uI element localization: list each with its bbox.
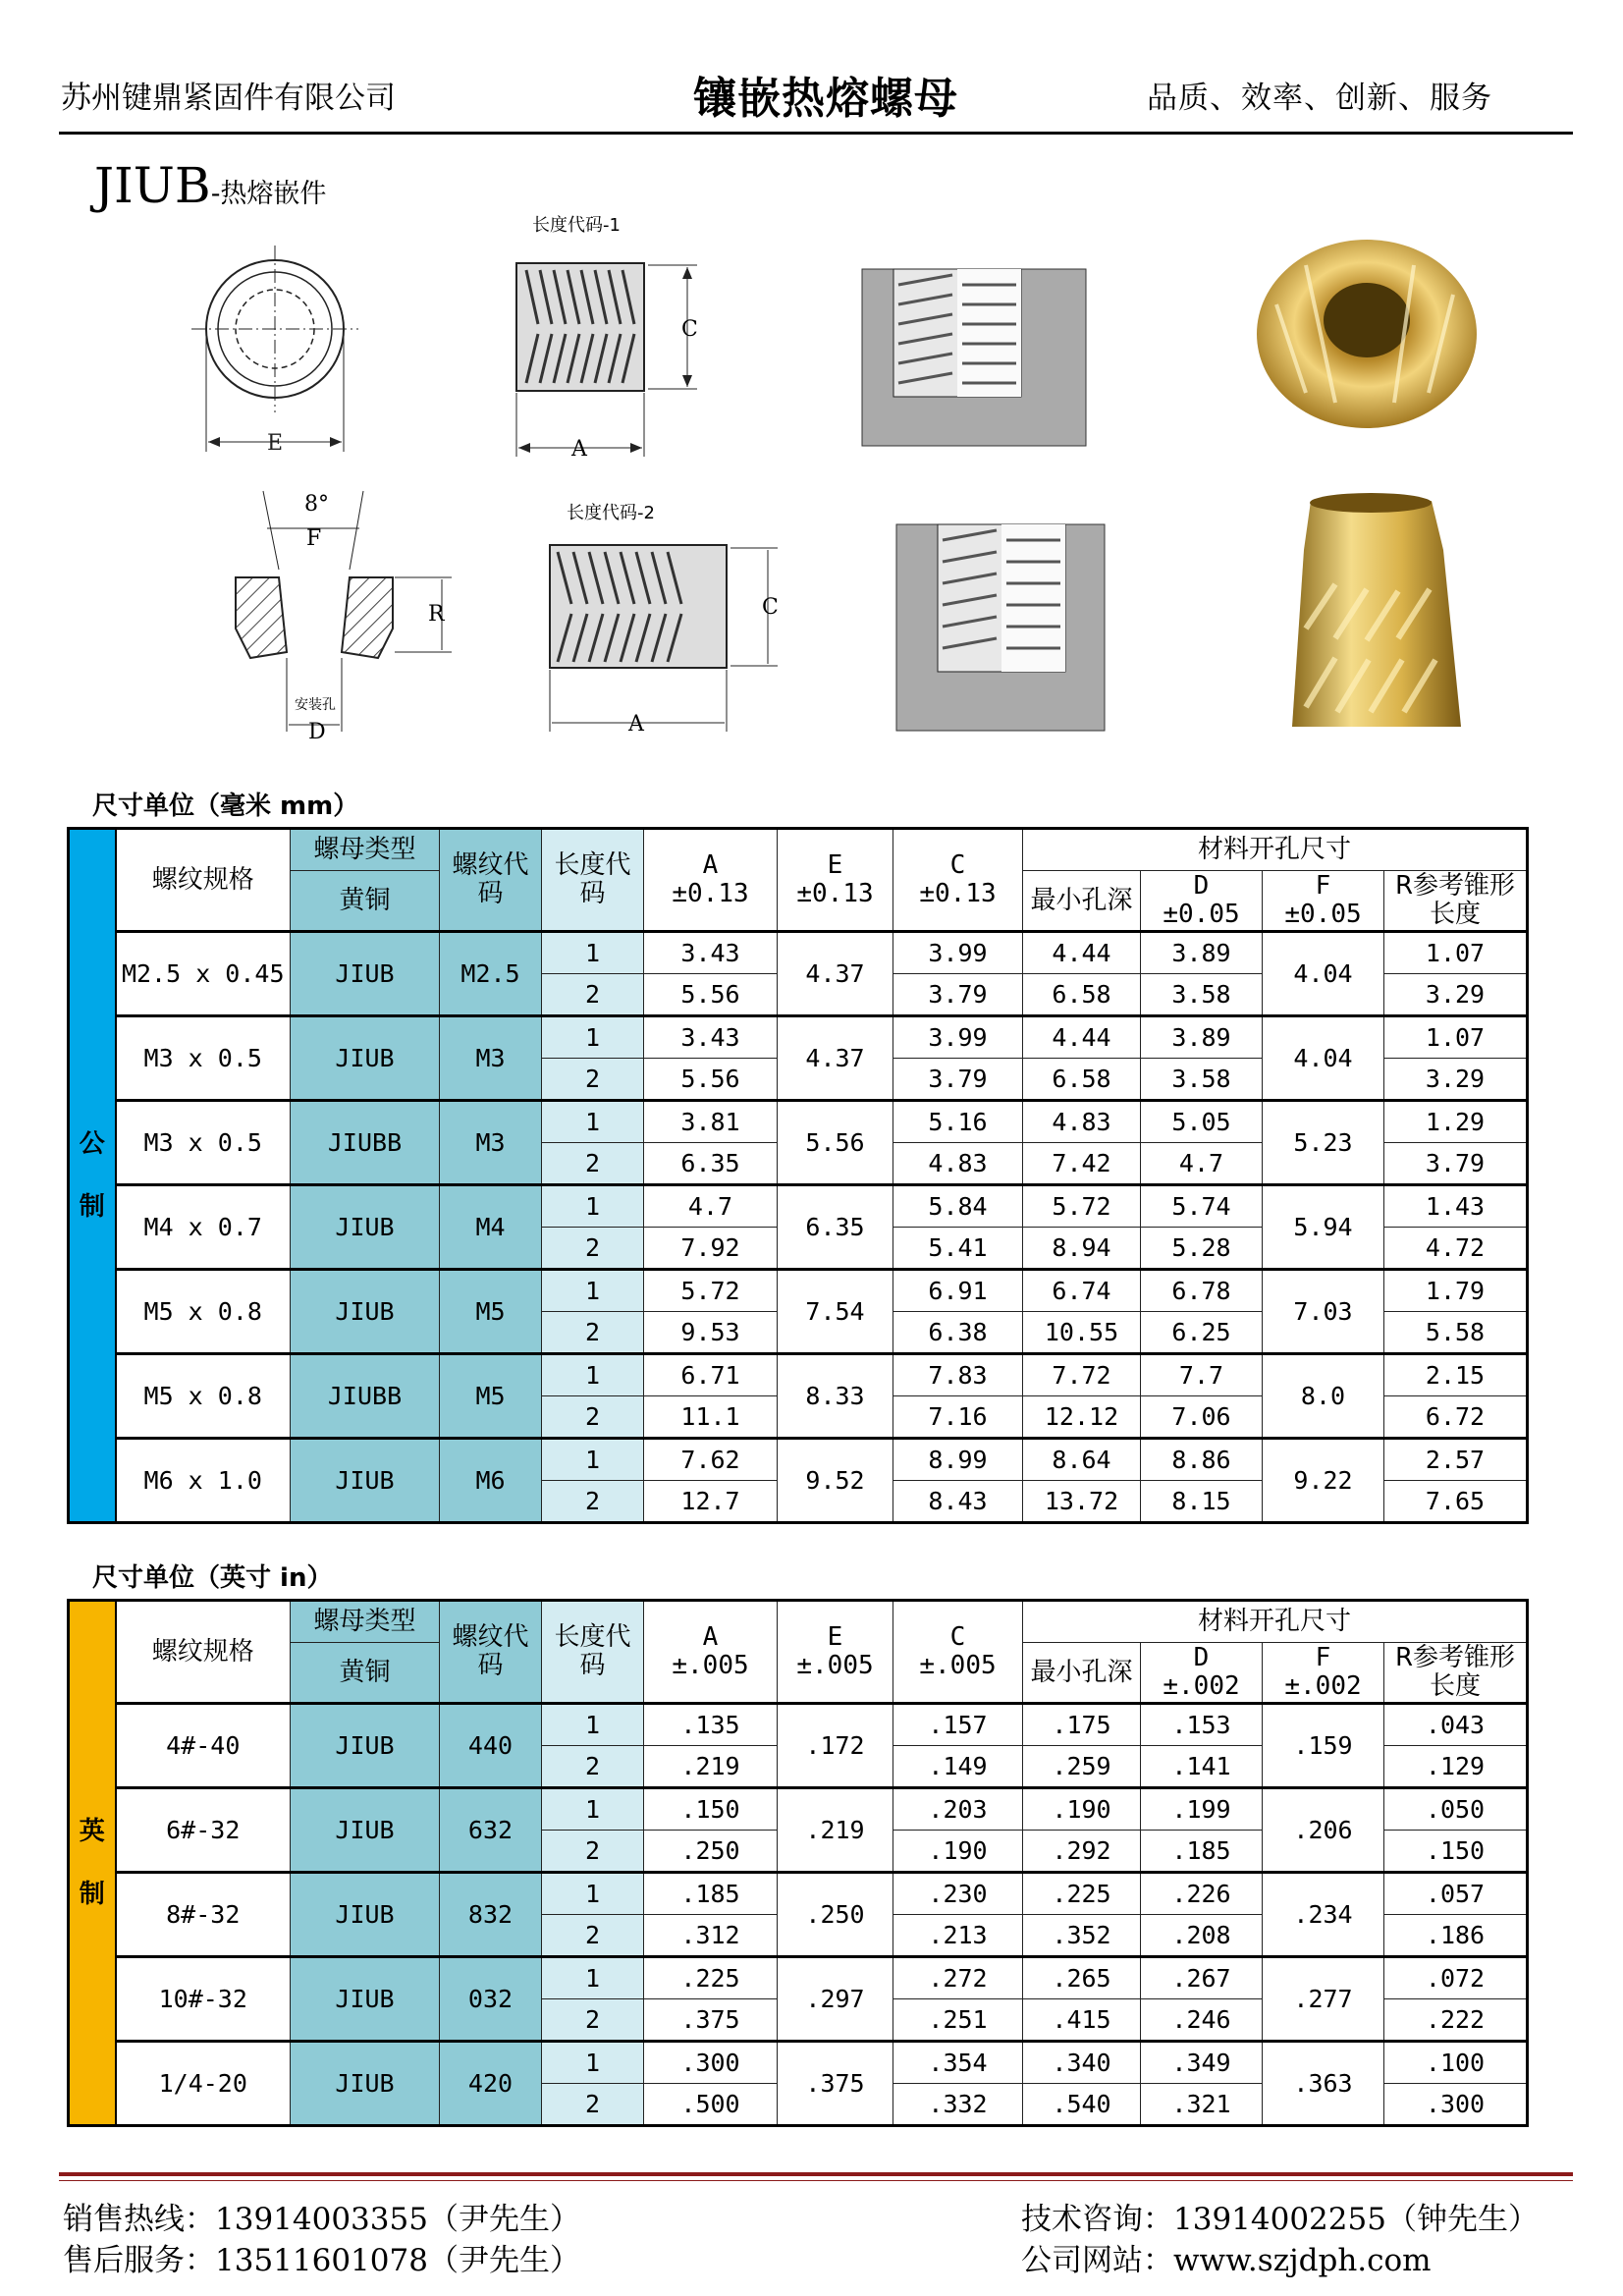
dim-c-label-1: C xyxy=(681,317,698,342)
thread-code-cell: 032 xyxy=(440,1957,542,2042)
depth-cell: 5.72 xyxy=(1023,1185,1141,1228)
len-code-cell: 1 xyxy=(542,1957,644,1999)
metric-spec-table xyxy=(67,827,1529,1524)
dim-r-label: R xyxy=(428,602,445,627)
d-cell: .349 xyxy=(1141,2042,1263,2084)
d-cell: 5.28 xyxy=(1141,1228,1263,1270)
depth-cell: 7.42 xyxy=(1023,1143,1141,1185)
d-cell: 3.89 xyxy=(1141,932,1263,974)
a-cell: .225 xyxy=(644,1957,778,1999)
f-cell: .234 xyxy=(1263,1873,1384,1957)
e-cell: 8.33 xyxy=(778,1354,893,1439)
len-code-cell: 2 xyxy=(542,1312,644,1354)
len-code-cell: 1 xyxy=(542,1788,644,1831)
thread-spec-cell: M6 x 1.0 xyxy=(116,1439,291,1523)
c-cell: 7.83 xyxy=(893,1354,1023,1396)
nut-type-cell: JIUBB xyxy=(291,1101,440,1185)
thread-code-cell: M3 xyxy=(440,1101,542,1185)
col-spec: 螺纹规格 xyxy=(116,1601,291,1704)
imperial-side-label: 英 制 xyxy=(69,1601,116,2126)
len-code-cell: 1 xyxy=(542,2042,644,2084)
c-cell: .354 xyxy=(893,2042,1023,2084)
nut-type-cell: JIUB xyxy=(291,1957,440,2042)
a-cell: 4.7 xyxy=(644,1185,778,1228)
d-cell: 5.05 xyxy=(1141,1101,1263,1143)
c-cell: 6.38 xyxy=(893,1312,1023,1354)
d-cell: .267 xyxy=(1141,1957,1263,1999)
d-cell: .226 xyxy=(1141,1873,1263,1915)
r-cell: 1.07 xyxy=(1384,1016,1528,1059)
table-row xyxy=(69,1016,1528,1059)
depth-cell: .175 xyxy=(1023,1704,1141,1746)
c-cell: 3.99 xyxy=(893,1016,1023,1059)
e-cell: .172 xyxy=(778,1704,893,1788)
len-code-cell: 2 xyxy=(542,1396,644,1439)
c-cell: .149 xyxy=(893,1746,1023,1788)
thread-code-cell: M3 xyxy=(440,1016,542,1101)
nut-type-cell: JIUBB xyxy=(291,1354,440,1439)
diagrams xyxy=(0,196,1623,766)
len-code-cell: 2 xyxy=(542,1915,644,1957)
thread-code-cell: M5 xyxy=(440,1354,542,1439)
c-cell: .230 xyxy=(893,1873,1023,1915)
imperial-spec-table xyxy=(67,1599,1529,2127)
r-cell: 1.43 xyxy=(1384,1185,1528,1228)
footer-divider xyxy=(59,2172,1573,2176)
footer-divider-thin xyxy=(59,2180,1573,2181)
a-cell: 7.62 xyxy=(644,1439,778,1481)
dim-a-label-1: A xyxy=(571,437,587,462)
thread-spec-cell: M2.5 x 0.45 xyxy=(116,932,291,1016)
r-cell: 3.29 xyxy=(1384,974,1528,1016)
dim-f-label: F xyxy=(306,526,322,551)
f-cell: 8.0 xyxy=(1263,1354,1384,1439)
d-cell: 3.58 xyxy=(1141,974,1263,1016)
d-cell: .153 xyxy=(1141,1704,1263,1746)
e-cell: 9.52 xyxy=(778,1439,893,1523)
len-code-cell: 1 xyxy=(542,1439,644,1481)
col-hole: 材料开孔尺寸 xyxy=(1023,829,1528,871)
r-cell: 3.29 xyxy=(1384,1059,1528,1101)
page-title: 镶嵌热熔螺母 xyxy=(693,74,958,124)
f-cell: .363 xyxy=(1263,2042,1384,2126)
c-cell: 7.16 xyxy=(893,1396,1023,1439)
r-cell: 4.72 xyxy=(1384,1228,1528,1270)
col-r-ref: R参考锥形长度 xyxy=(1384,1643,1528,1704)
len-code-cell: 2 xyxy=(542,1999,644,2042)
col-thread-code: 螺纹代码 xyxy=(440,829,542,932)
after-sales: 售后服务：13511601078（尹先生） xyxy=(63,2243,580,2278)
r-cell: 1.29 xyxy=(1384,1101,1528,1143)
depth-cell: 8.64 xyxy=(1023,1439,1141,1481)
a-cell: 3.43 xyxy=(644,932,778,974)
col-min-depth: 最小孔深 xyxy=(1023,1643,1141,1704)
a-cell: 7.92 xyxy=(644,1228,778,1270)
r-cell: 2.15 xyxy=(1384,1354,1528,1396)
r-cell: .129 xyxy=(1384,1746,1528,1788)
len-code-cell: 1 xyxy=(542,1270,644,1312)
r-cell: 6.72 xyxy=(1384,1396,1528,1439)
f-cell: 4.04 xyxy=(1263,932,1384,1016)
a-cell: .135 xyxy=(644,1704,778,1746)
c-cell: 3.79 xyxy=(893,1059,1023,1101)
thread-spec-cell: 1/4-20 xyxy=(116,2042,291,2126)
table-row xyxy=(69,1354,1528,1396)
len-code-cell: 2 xyxy=(542,1746,644,1788)
a-cell: 11.1 xyxy=(644,1396,778,1439)
c-cell: 5.41 xyxy=(893,1228,1023,1270)
table-row xyxy=(69,1101,1528,1143)
install-hole-drawing xyxy=(236,491,452,744)
col-spec: 螺纹规格 xyxy=(116,829,291,932)
c-cell: 3.79 xyxy=(893,974,1023,1016)
a-cell: .250 xyxy=(644,1831,778,1873)
table-row xyxy=(69,1185,1528,1228)
d-cell: .321 xyxy=(1141,2084,1263,2126)
col-brass: 黄铜 xyxy=(291,1643,440,1704)
thread-spec-cell: M3 x 0.5 xyxy=(116,1016,291,1101)
col-len-code: 长度代码 xyxy=(542,1601,644,1704)
depth-cell: .415 xyxy=(1023,1999,1141,2042)
depth-cell: 8.94 xyxy=(1023,1228,1141,1270)
depth-cell: .225 xyxy=(1023,1873,1141,1915)
col-f: F ±.002 xyxy=(1263,1643,1384,1704)
f-cell: .206 xyxy=(1263,1788,1384,1873)
f-cell: .277 xyxy=(1263,1957,1384,2042)
depth-cell: .540 xyxy=(1023,2084,1141,2126)
thread-code-cell: 632 xyxy=(440,1788,542,1873)
nut-type-cell: JIUB xyxy=(291,1439,440,1523)
col-a: A ±.005 xyxy=(644,1601,778,1704)
e-cell: .297 xyxy=(778,1957,893,2042)
depth-cell: 6.58 xyxy=(1023,1059,1141,1101)
d-cell: .141 xyxy=(1141,1746,1263,1788)
top-view-drawing xyxy=(191,246,358,456)
e-cell: 5.56 xyxy=(778,1101,893,1185)
company-website: 公司网站：www.szjdph.com xyxy=(1021,2243,1432,2278)
depth-cell: 13.72 xyxy=(1023,1481,1141,1523)
len-code-cell: 1 xyxy=(542,1354,644,1396)
f-cell: .159 xyxy=(1263,1704,1384,1788)
d-cell: .199 xyxy=(1141,1788,1263,1831)
len-code-cell: 2 xyxy=(542,1143,644,1185)
nut-type-cell: JIUB xyxy=(291,1704,440,1788)
len-code-cell: 1 xyxy=(542,1185,644,1228)
nut-type-cell: JIUB xyxy=(291,2042,440,2126)
r-cell: 3.79 xyxy=(1384,1143,1528,1185)
dim-d-label: D xyxy=(308,720,326,744)
depth-cell: .292 xyxy=(1023,1831,1141,1873)
a-cell: .219 xyxy=(644,1746,778,1788)
e-cell: .375 xyxy=(778,2042,893,2126)
length-code-2-drawing xyxy=(550,503,779,737)
thread-code-cell: M4 xyxy=(440,1185,542,1270)
nut-type-cell: JIUB xyxy=(291,932,440,1016)
depth-cell: 4.44 xyxy=(1023,932,1141,974)
len-code-cell: 2 xyxy=(542,1059,644,1101)
r-cell: 5.58 xyxy=(1384,1312,1528,1354)
nut-type-cell: JIUB xyxy=(291,1788,440,1873)
nut-type-cell: JIUB xyxy=(291,1270,440,1354)
table-row xyxy=(69,1788,1528,1831)
col-len-code: 长度代码 xyxy=(542,829,644,932)
e-cell: .219 xyxy=(778,1788,893,1873)
product-model: JIUB xyxy=(94,157,211,214)
len-code-cell: 1 xyxy=(542,1101,644,1143)
d-cell: 8.15 xyxy=(1141,1481,1263,1523)
a-cell: 6.35 xyxy=(644,1143,778,1185)
table-row xyxy=(69,1270,1528,1312)
f-cell: 5.94 xyxy=(1263,1185,1384,1270)
a-cell: 9.53 xyxy=(644,1312,778,1354)
len-code-1-label: 长度代码-1 xyxy=(532,215,621,236)
f-cell: 7.03 xyxy=(1263,1270,1384,1354)
e-cell: 7.54 xyxy=(778,1270,893,1354)
sales-hotline: 销售热线：13914003355（尹先生） xyxy=(63,2202,580,2237)
f-cell: 5.23 xyxy=(1263,1101,1384,1185)
depth-cell: .265 xyxy=(1023,1957,1141,1999)
table-row xyxy=(69,1957,1528,1999)
c-cell: .213 xyxy=(893,1915,1023,1957)
product-name: -热熔嵌件 xyxy=(210,179,327,209)
depth-cell: 6.74 xyxy=(1023,1270,1141,1312)
a-cell: .312 xyxy=(644,1915,778,1957)
col-e: E ±0.13 xyxy=(778,829,893,932)
thread-spec-cell: M3 x 0.5 xyxy=(116,1101,291,1185)
d-cell: .208 xyxy=(1141,1915,1263,1957)
r-cell: 2.57 xyxy=(1384,1439,1528,1481)
d-cell: 5.74 xyxy=(1141,1185,1263,1228)
thread-code-cell: 832 xyxy=(440,1873,542,1957)
c-cell: 4.83 xyxy=(893,1143,1023,1185)
d-cell: 7.7 xyxy=(1141,1354,1263,1396)
d-cell: 6.78 xyxy=(1141,1270,1263,1312)
tech-consult: 技术咨询：13914002255（钟先生） xyxy=(1021,2202,1539,2237)
len-code-cell: 2 xyxy=(542,1831,644,1873)
table-row xyxy=(69,1704,1528,1746)
company-name: 苏州键鼎紧固件有限公司 xyxy=(61,81,396,116)
col-c: C ±0.13 xyxy=(893,829,1023,932)
depth-cell: .190 xyxy=(1023,1788,1141,1831)
col-hole: 材料开孔尺寸 xyxy=(1023,1601,1528,1643)
c-cell: .190 xyxy=(893,1831,1023,1873)
col-f: F ±0.05 xyxy=(1263,871,1384,932)
thread-code-cell: M2.5 xyxy=(440,932,542,1016)
a-cell: 5.56 xyxy=(644,974,778,1016)
r-cell: .300 xyxy=(1384,2084,1528,2126)
depth-cell: 4.83 xyxy=(1023,1101,1141,1143)
col-thread-code: 螺纹代码 xyxy=(440,1601,542,1704)
metric-side-label: 公 制 xyxy=(69,829,116,1523)
a-cell: 5.56 xyxy=(644,1059,778,1101)
depth-cell: 7.72 xyxy=(1023,1354,1141,1396)
a-cell: .500 xyxy=(644,2084,778,2126)
header-divider xyxy=(59,132,1573,135)
r-cell: .050 xyxy=(1384,1788,1528,1831)
c-cell: 5.16 xyxy=(893,1101,1023,1143)
table-row xyxy=(69,1439,1528,1481)
d-cell: 4.7 xyxy=(1141,1143,1263,1185)
col-a: A ±0.13 xyxy=(644,829,778,932)
table-row xyxy=(69,2042,1528,2084)
thread-spec-cell: 10#-32 xyxy=(116,1957,291,2042)
a-cell: .375 xyxy=(644,1999,778,2042)
c-cell: 5.84 xyxy=(893,1185,1023,1228)
r-cell: .100 xyxy=(1384,2042,1528,2084)
col-d: D ±.002 xyxy=(1141,1643,1263,1704)
cross-section-1-drawing xyxy=(862,269,1086,446)
c-cell: .157 xyxy=(893,1704,1023,1746)
col-nut-type: 螺母类型 xyxy=(291,1601,440,1643)
col-nut-type: 螺母类型 xyxy=(291,829,440,871)
r-cell: 1.79 xyxy=(1384,1270,1528,1312)
len-code-cell: 2 xyxy=(542,974,644,1016)
e-cell: .250 xyxy=(778,1873,893,1957)
a-cell: .300 xyxy=(644,2042,778,2084)
cross-section-2-drawing xyxy=(896,524,1105,731)
thread-code-cell: M6 xyxy=(440,1439,542,1523)
e-cell: 4.37 xyxy=(778,932,893,1016)
r-cell: .057 xyxy=(1384,1873,1528,1915)
table-row xyxy=(69,1873,1528,1915)
thread-spec-cell: 6#-32 xyxy=(116,1788,291,1873)
c-cell: 3.99 xyxy=(893,932,1023,974)
brass-insert-photo-1 xyxy=(1257,240,1477,428)
dim-e-label: E xyxy=(267,431,284,456)
c-cell: .251 xyxy=(893,1999,1023,2042)
depth-cell: 12.12 xyxy=(1023,1396,1141,1439)
d-cell: 3.89 xyxy=(1141,1016,1263,1059)
c-cell: .332 xyxy=(893,2084,1023,2126)
len-code-cell: 1 xyxy=(542,1016,644,1059)
c-cell: 8.43 xyxy=(893,1481,1023,1523)
depth-cell: .352 xyxy=(1023,1915,1141,1957)
thread-spec-cell: 8#-32 xyxy=(116,1873,291,1957)
a-cell: 3.81 xyxy=(644,1101,778,1143)
d-cell: 3.58 xyxy=(1141,1059,1263,1101)
e-cell: 6.35 xyxy=(778,1185,893,1270)
r-cell: 7.65 xyxy=(1384,1481,1528,1523)
brass-insert-photo-2 xyxy=(1292,493,1461,727)
imperial-unit-label: 尺寸单位（英寸 in） xyxy=(92,1563,333,1593)
a-cell: 12.7 xyxy=(644,1481,778,1523)
col-min-depth: 最小孔深 xyxy=(1023,871,1141,932)
len-code-cell: 1 xyxy=(542,1704,644,1746)
thread-code-cell: 420 xyxy=(440,2042,542,2126)
len-code-cell: 1 xyxy=(542,932,644,974)
col-brass: 黄铜 xyxy=(291,871,440,932)
c-cell: .272 xyxy=(893,1957,1023,1999)
col-e: E ±.005 xyxy=(778,1601,893,1704)
hole-label: 安装孔 xyxy=(295,697,336,713)
depth-cell: 10.55 xyxy=(1023,1312,1141,1354)
a-cell: .185 xyxy=(644,1873,778,1915)
metric-unit-label: 尺寸单位（毫米 mm） xyxy=(92,792,359,821)
length-code-1-drawing xyxy=(516,215,698,462)
r-cell: .043 xyxy=(1384,1704,1528,1746)
col-d: D ±0.05 xyxy=(1141,871,1263,932)
nut-type-cell: JIUB xyxy=(291,1016,440,1101)
thread-spec-cell: M4 x 0.7 xyxy=(116,1185,291,1270)
a-cell: 5.72 xyxy=(644,1270,778,1312)
dim-c-label-2: C xyxy=(762,595,779,620)
c-cell: 8.99 xyxy=(893,1439,1023,1481)
f-cell: 9.22 xyxy=(1263,1439,1384,1523)
thread-code-cell: M5 xyxy=(440,1270,542,1354)
r-cell: 1.07 xyxy=(1384,932,1528,974)
r-cell: .072 xyxy=(1384,1957,1528,1999)
c-cell: 6.91 xyxy=(893,1270,1023,1312)
depth-cell: 4.44 xyxy=(1023,1016,1141,1059)
depth-cell: .259 xyxy=(1023,1746,1141,1788)
nut-type-cell: JIUB xyxy=(291,1873,440,1957)
table-row xyxy=(69,932,1528,974)
thread-spec-cell: M5 x 0.8 xyxy=(116,1354,291,1439)
r-cell: .150 xyxy=(1384,1831,1528,1873)
slogan: 品质、效率、创新、服务 xyxy=(1147,81,1492,116)
a-cell: .150 xyxy=(644,1788,778,1831)
d-cell: 7.06 xyxy=(1141,1396,1263,1439)
d-cell: .185 xyxy=(1141,1831,1263,1873)
dim-a-label-2: A xyxy=(628,712,644,737)
col-c: C ±.005 xyxy=(893,1601,1023,1704)
angle-label: 8° xyxy=(304,492,329,517)
len-code-cell: 2 xyxy=(542,2084,644,2126)
thread-spec-cell: 4#-40 xyxy=(116,1704,291,1788)
col-r-ref: R参考锥形长度 xyxy=(1384,871,1528,932)
e-cell: 4.37 xyxy=(778,1016,893,1101)
len-code-cell: 2 xyxy=(542,1481,644,1523)
f-cell: 4.04 xyxy=(1263,1016,1384,1101)
thread-code-cell: 440 xyxy=(440,1704,542,1788)
c-cell: .203 xyxy=(893,1788,1023,1831)
thread-spec-cell: M5 x 0.8 xyxy=(116,1270,291,1354)
len-code-cell: 2 xyxy=(542,1228,644,1270)
d-cell: 8.86 xyxy=(1141,1439,1263,1481)
nut-type-cell: JIUB xyxy=(291,1185,440,1270)
a-cell: 3.43 xyxy=(644,1016,778,1059)
len-code-cell: 1 xyxy=(542,1873,644,1915)
d-cell: .246 xyxy=(1141,1999,1263,2042)
depth-cell: 6.58 xyxy=(1023,974,1141,1016)
r-cell: .222 xyxy=(1384,1999,1528,2042)
len-code-2-label: 长度代码-2 xyxy=(567,503,655,523)
a-cell: 6.71 xyxy=(644,1354,778,1396)
r-cell: .186 xyxy=(1384,1915,1528,1957)
depth-cell: .340 xyxy=(1023,2042,1141,2084)
d-cell: 6.25 xyxy=(1141,1312,1263,1354)
